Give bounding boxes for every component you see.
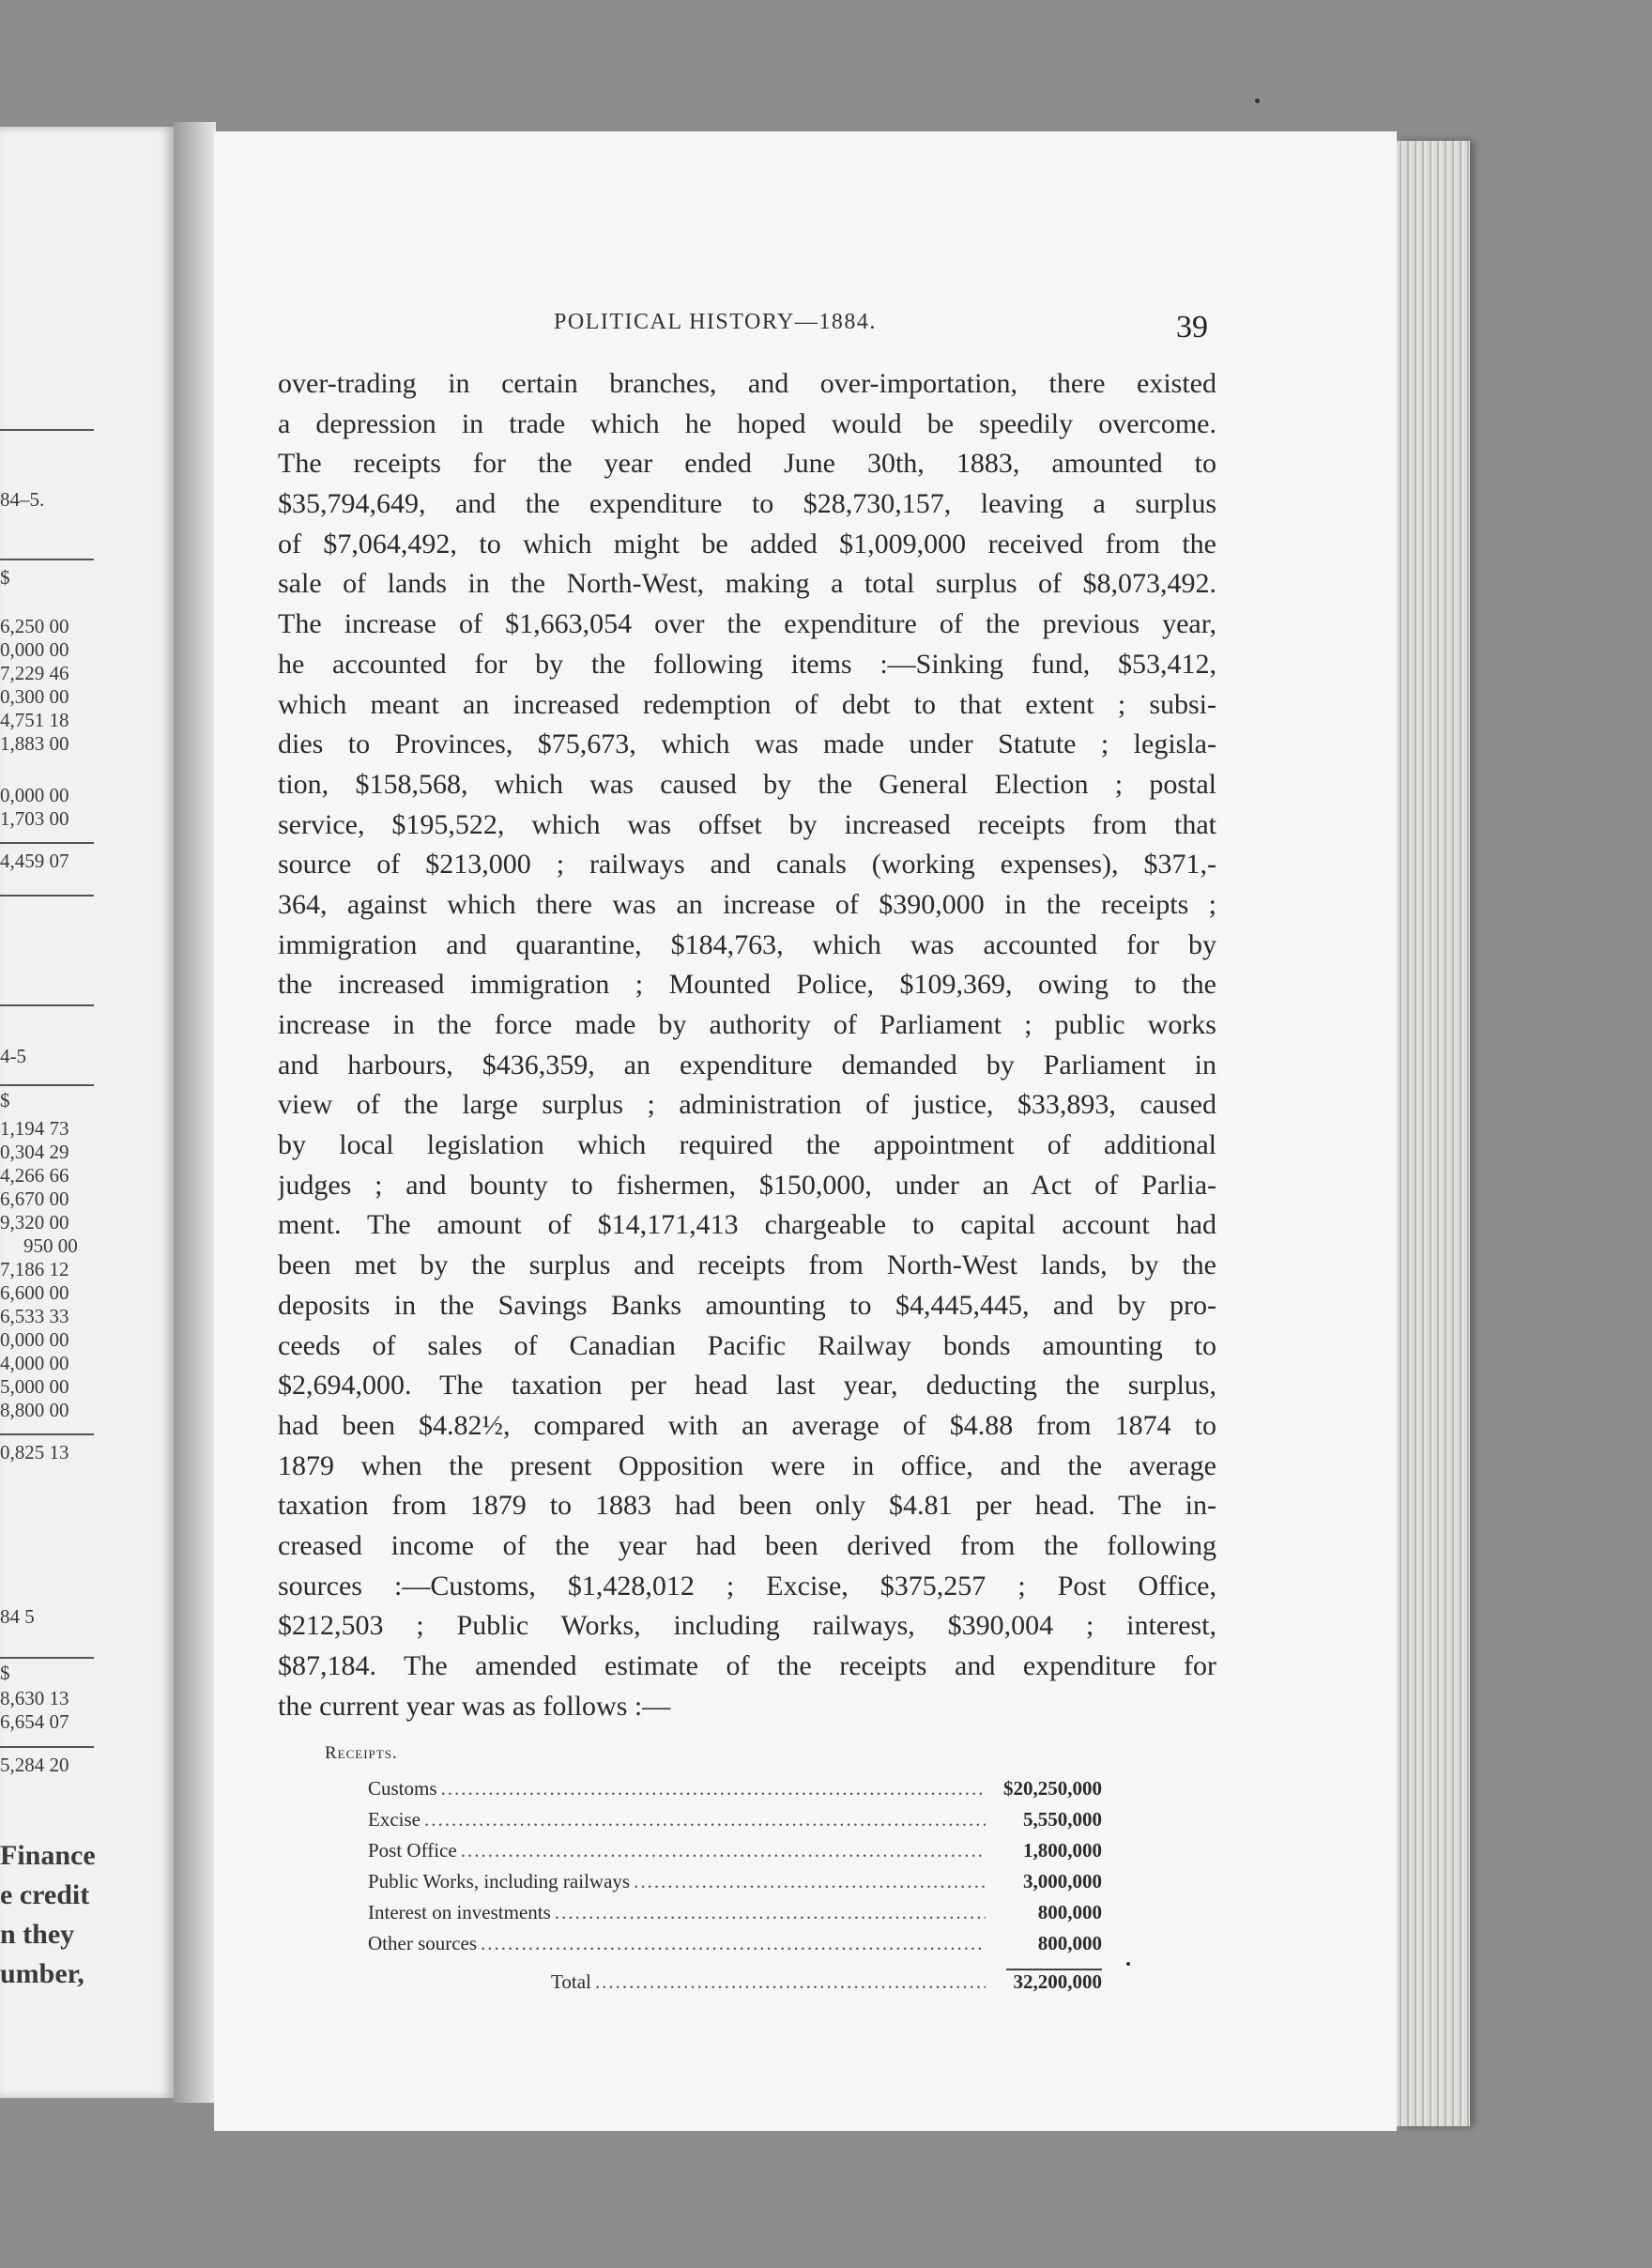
left-value: 6,533 33 [0, 1305, 69, 1327]
dot-leader [461, 1839, 986, 1862]
left-value: 5,284 20 [0, 1754, 69, 1776]
left-text-fragment: umber, [0, 1958, 84, 1989]
left-value: 1,194 73 [0, 1117, 69, 1140]
running-head: POLITICAL HISTORY—1884. [554, 310, 877, 334]
text-line: a depression in trade which he hoped would be speedily overcome. [278, 407, 1216, 439]
rule [0, 429, 94, 431]
left-value: 7,229 46 [0, 662, 69, 684]
text-line: dies to Provinces, $75,673, which was made under Statute ; legisla- [278, 728, 1216, 760]
text-line: the increased immigration ; Mounted Police, $109,369, owing to the [278, 969, 1216, 1001]
left-value: 6,654 07 [0, 1710, 69, 1733]
receipt-amount: 1,800,000 [1023, 1839, 1102, 1862]
left-value: 4,000 00 [0, 1352, 69, 1374]
left-value: 6,600 00 [0, 1281, 69, 1304]
rule [0, 559, 94, 560]
left-facing-page [0, 127, 174, 2098]
dot-leader [555, 1901, 986, 1924]
receipt-amount: $20,250,000 [1003, 1777, 1102, 1800]
text-line: service, $195,522, which was offset by increased receipts from that [278, 808, 1216, 840]
receipt-amount: 800,000 [1037, 1932, 1102, 1954]
left-value: 950 00 [23, 1234, 78, 1257]
left-value: 9,320 00 [0, 1211, 69, 1234]
left-value: 7,186 12 [0, 1258, 69, 1280]
receipt-amount: 5,550,000 [1023, 1808, 1102, 1831]
text-line: taxation from 1879 to 1883 had been only $4.81 per head. The in- [278, 1490, 1216, 1522]
left-value: 4,751 18 [0, 709, 69, 731]
left-value: 6,250 00 [0, 615, 69, 637]
text-line: judges ; and bounty to fishermen, $150,000, under an Act of Parlia- [278, 1169, 1216, 1201]
left-text-fragment: Finance [0, 1840, 96, 1871]
receipt-row [368, 1870, 1102, 1901]
total-row [551, 1970, 1102, 2001]
rule [0, 1433, 94, 1435]
left-value: 6,670 00 [0, 1188, 69, 1210]
text-line: deposits in the Savings Banks amounting to $4,445,445, and by pro- [278, 1289, 1216, 1321]
text-line: tion, $158,568, which was caused by the General Election ; postal [278, 768, 1216, 800]
left-value: 0,000 00 [0, 1328, 69, 1351]
receipt-row [368, 1808, 1102, 1839]
left-heading: 84 5 [0, 1605, 35, 1628]
text-line: increase in the force made by authority of Parliament ; public works [278, 1009, 1216, 1040]
text-line: creased income of the year had been derived from the following [278, 1529, 1216, 1561]
ink-speck [1126, 1962, 1130, 1966]
left-value: 8,800 00 [0, 1399, 69, 1421]
receipt-label: Customs [368, 1777, 437, 1800]
receipt-row [368, 1901, 1102, 1932]
text-line: immigration and quarantine, $184,763, which was accounted for by [278, 928, 1216, 960]
left-heading: 84–5. [0, 488, 45, 511]
left-value: 8,630 13 [0, 1687, 69, 1709]
rule [0, 895, 94, 896]
body-paragraph [278, 364, 1216, 1726]
receipt-amount: 3,000,000 [1023, 1870, 1102, 1893]
left-value: 4,459 07 [0, 850, 69, 872]
text-line: he accounted for by the following items :—Sinking fund, $53,412, [278, 648, 1216, 680]
rule [0, 1004, 94, 1006]
dot-leader [595, 1970, 986, 1994]
left-text-fragment: e credit [0, 1879, 90, 1910]
currency-sign: $ [0, 1089, 10, 1111]
currency-sign: $ [0, 566, 10, 589]
text-line: by local legislation which required the appointment of additional [278, 1129, 1216, 1161]
text-line: $2,694,000. The taxation per head last year, deducting the surplus, [278, 1370, 1216, 1402]
dot-leader [481, 1932, 986, 1955]
receipt-row [368, 1839, 1102, 1870]
receipt-label: Post Office [368, 1839, 457, 1862]
total-amount: 32,200,000 [1013, 1970, 1102, 1993]
book-gutter [174, 122, 216, 2103]
text-line: The receipts for the year ended June 30th, 1883, amounted to [278, 448, 1216, 480]
text-line: had been $4.82½, compared with an average of $4.88 from 1874 to [278, 1409, 1216, 1441]
left-value: 0,000 00 [0, 784, 69, 806]
dot-leader [424, 1808, 986, 1831]
text-line: the current year was as follows :— [278, 1690, 671, 1722]
receipt-label: Interest on investments [368, 1901, 551, 1923]
ink-speck [1255, 99, 1260, 103]
rule [0, 1746, 94, 1748]
text-line: 1879 when the present Opposition were in office, and the average [278, 1449, 1216, 1481]
text-line: and harbours, $436,359, an expenditure demanded by Parliament in [278, 1049, 1216, 1080]
left-value: 0,304 29 [0, 1141, 69, 1163]
text-line: source of $213,000 ; railways and canals (working expenses), $371,- [278, 849, 1216, 881]
text-line: 364, against which there was an increase of $390,000 in the receipts ; [278, 888, 1216, 920]
receipt-label: Other sources [368, 1932, 478, 1954]
left-value: 0,825 13 [0, 1441, 69, 1463]
currency-sign: $ [0, 1662, 10, 1684]
text-line: which meant an increased redemption of debt to that extent ; subsi- [278, 688, 1216, 720]
left-value: 1,703 00 [0, 807, 69, 830]
dot-leader [634, 1870, 986, 1893]
left-heading: 4-5 [0, 1045, 26, 1067]
rule [0, 842, 94, 844]
rule [0, 1657, 94, 1659]
rule [0, 1084, 94, 1086]
text-line: over-trading in certain branches, and over-importation, there existed [278, 368, 1216, 399]
left-value: 5,000 00 [0, 1375, 69, 1398]
text-line: sources :—Customs, $1,428,012 ; Excise, $375,257 ; Post Office, [278, 1570, 1216, 1601]
page-edges [1397, 141, 1470, 2126]
left-value: 0,000 00 [0, 638, 69, 661]
receipt-row [368, 1932, 1102, 1963]
text-line: $212,503 ; Public Works, including railways, $390,004 ; interest, [278, 1610, 1216, 1642]
receipt-amount: 800,000 [1037, 1901, 1102, 1923]
text-line: ceeds of sales of Canadian Pacific Railway bonds amounting to [278, 1329, 1216, 1361]
left-value: 1,883 00 [0, 732, 69, 755]
text-line: view of the large surplus ; administration of justice, $33,893, caused [278, 1089, 1216, 1121]
text-line: been met by the surplus and receipts from North-West lands, by the [278, 1249, 1216, 1281]
receipt-row [368, 1777, 1102, 1808]
dot-leader [441, 1777, 986, 1801]
receipt-label: Excise [368, 1808, 421, 1831]
total-label: Total [551, 1970, 591, 1993]
page-number: 39 [1176, 310, 1208, 345]
text-line: $87,184. The amended estimate of the receipts and expenditure for [278, 1650, 1216, 1681]
left-text-fragment: n they [0, 1919, 75, 1950]
text-line: The increase of $1,663,054 over the expenditure of the previous year, [278, 608, 1216, 640]
text-line: of $7,064,492, to which might be added $1,009,000 received from the [278, 528, 1216, 559]
left-value: 4,266 66 [0, 1164, 69, 1187]
left-value: 0,300 00 [0, 685, 69, 708]
receipts-table [368, 1777, 1102, 2001]
text-line: ment. The amount of $14,171,413 chargeable to capital account had [278, 1209, 1216, 1241]
receipt-label: Public Works, including railways [368, 1870, 631, 1893]
text-line: $35,794,649, and the expenditure to $28,730,157, leaving a surplus [278, 488, 1216, 520]
text-line: sale of lands in the North-West, making a total surplus of $8,073,492. [278, 568, 1216, 600]
receipts-heading: Receipts. [325, 1743, 398, 1763]
